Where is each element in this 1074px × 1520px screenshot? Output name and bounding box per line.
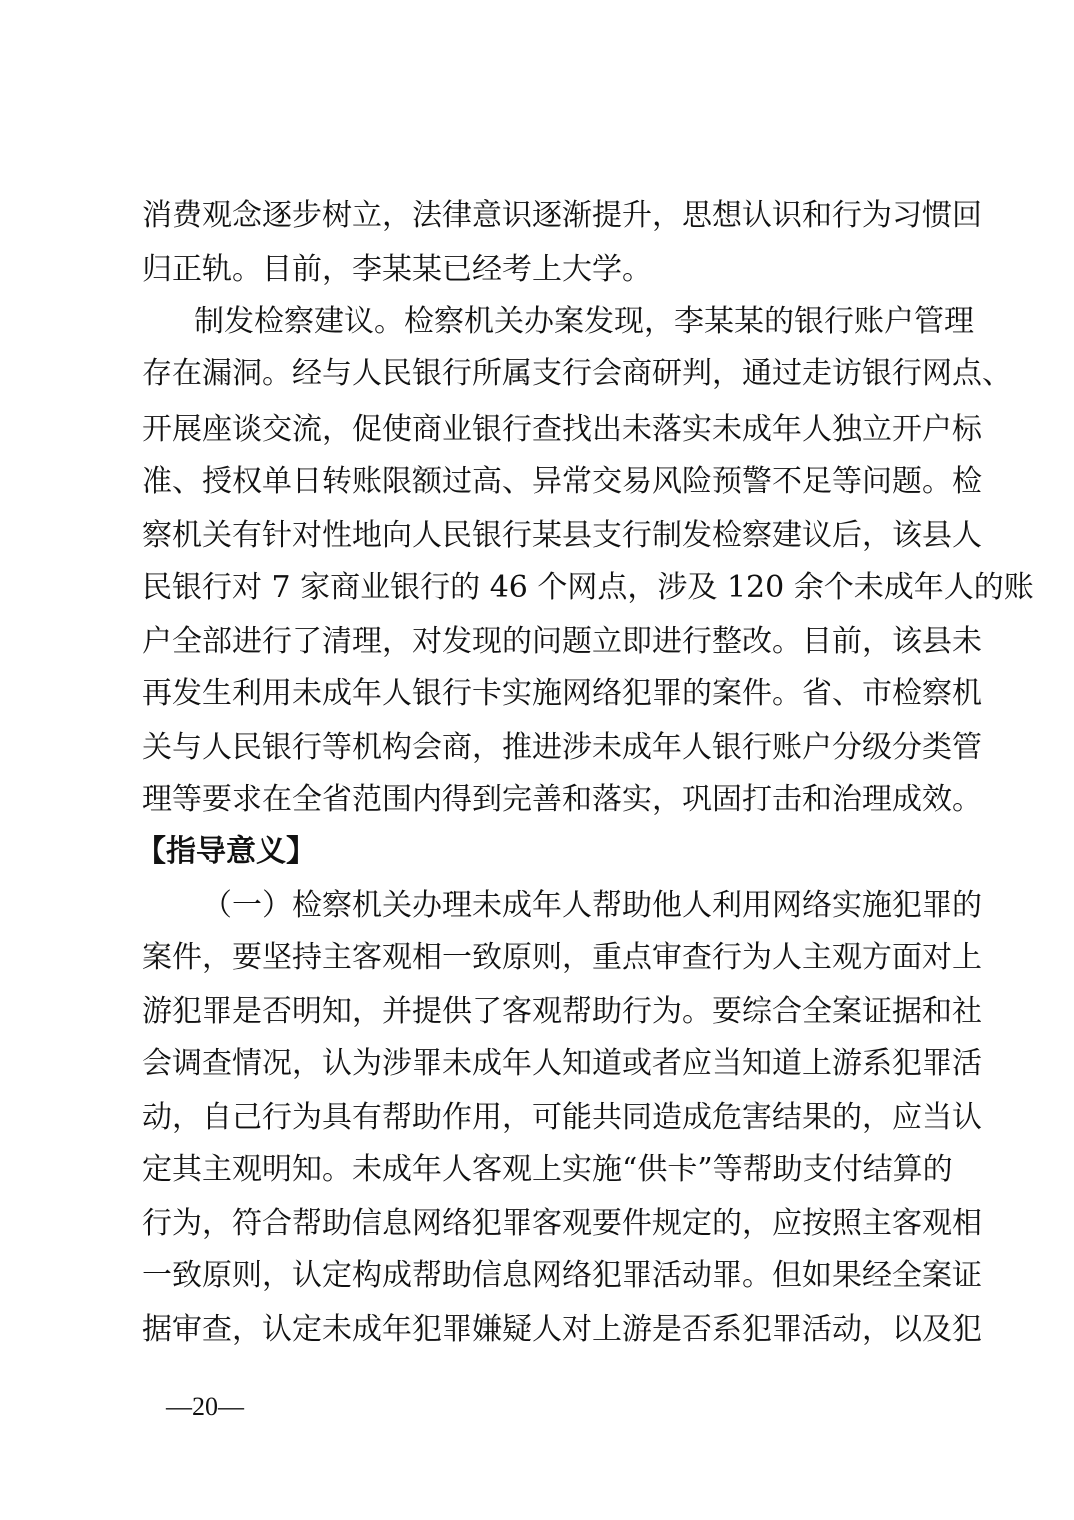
paragraph-3-line-5: 动，自己行为具有帮助作用，可能共同造成危害结果的，应当认 bbox=[142, 1100, 982, 1135]
paragraph-3-line-1: （一）检察机关办理未成年人帮助他人利用网络实施犯罪的 bbox=[202, 888, 982, 923]
paragraph-2-line-9: 关与人民银行等机构会商，推进涉未成年人银行账户分级分类管 bbox=[142, 730, 982, 765]
section-heading: 【指导意义】 bbox=[136, 834, 316, 869]
page-number: —20— bbox=[166, 1392, 244, 1421]
paragraph-3-line-9: 据审查，认定未成年犯罪嫌疑人对上游是否系犯罪活动，以及犯 bbox=[142, 1312, 982, 1347]
paragraph-2-line-2: 存在漏洞。经与人民银行所属支行会商研判，通过走访银行网点、 bbox=[142, 356, 1012, 391]
paragraph-2-line-5: 察机关有针对性地向人民银行某县支行制发检察建议后，该县人 bbox=[142, 518, 982, 553]
paragraph-2-line-3: 开展座谈交流，促使商业银行查找出未落实未成年人独立开户标 bbox=[142, 412, 982, 447]
paragraph-2-line-8: 再发生利用未成年人银行卡实施网络犯罪的案件。省、市检察机 bbox=[142, 676, 982, 711]
paragraph-2-line-4: 准、授权单日转账限额过高、异常交易风险预警不足等问题。检 bbox=[142, 464, 982, 499]
paragraph-3-line-7: 行为，符合帮助信息网络犯罪客观要件规定的，应按照主客观相 bbox=[142, 1206, 982, 1241]
paragraph-3-line-6: 定其主观明知。未成年人客观上实施“供卡”等帮助支付结算的 bbox=[142, 1152, 953, 1187]
paragraph-2-line-1: 制发检察建议。检察机关办案发现，李某某的银行账户管理 bbox=[194, 304, 974, 339]
paragraph-2-line-7: 户全部进行了清理，对发现的问题立即进行整改。目前，该县未 bbox=[142, 624, 982, 659]
paragraph-2-line-6: 民银行对 7 家商业银行的 46 个网点，涉及 120 余个未成年人的账 bbox=[142, 570, 1034, 605]
paragraph-1-line-2: 归正轨。目前，李某某已经考上大学。 bbox=[142, 252, 652, 287]
paragraph-3-line-3: 游犯罪是否明知，并提供了客观帮助行为。要综合全案证据和社 bbox=[142, 994, 982, 1029]
paragraph-3-line-4: 会调查情况，认为涉罪未成年人知道或者应当知道上游系犯罪活 bbox=[142, 1046, 982, 1081]
paragraph-1-line-1: 消费观念逐步树立，法律意识逐渐提升，思想认识和行为习惯回 bbox=[142, 198, 982, 233]
paragraph-3-line-2: 案件，要坚持主客观相一致原则，重点审查行为人主观方面对上 bbox=[142, 940, 982, 975]
paragraph-3-line-8: 一致原则，认定构成帮助信息网络犯罪活动罪。但如果经全案证 bbox=[142, 1258, 982, 1293]
paragraph-2-line-10: 理等要求在全省范围内得到完善和落实，巩固打击和治理成效。 bbox=[142, 782, 982, 817]
